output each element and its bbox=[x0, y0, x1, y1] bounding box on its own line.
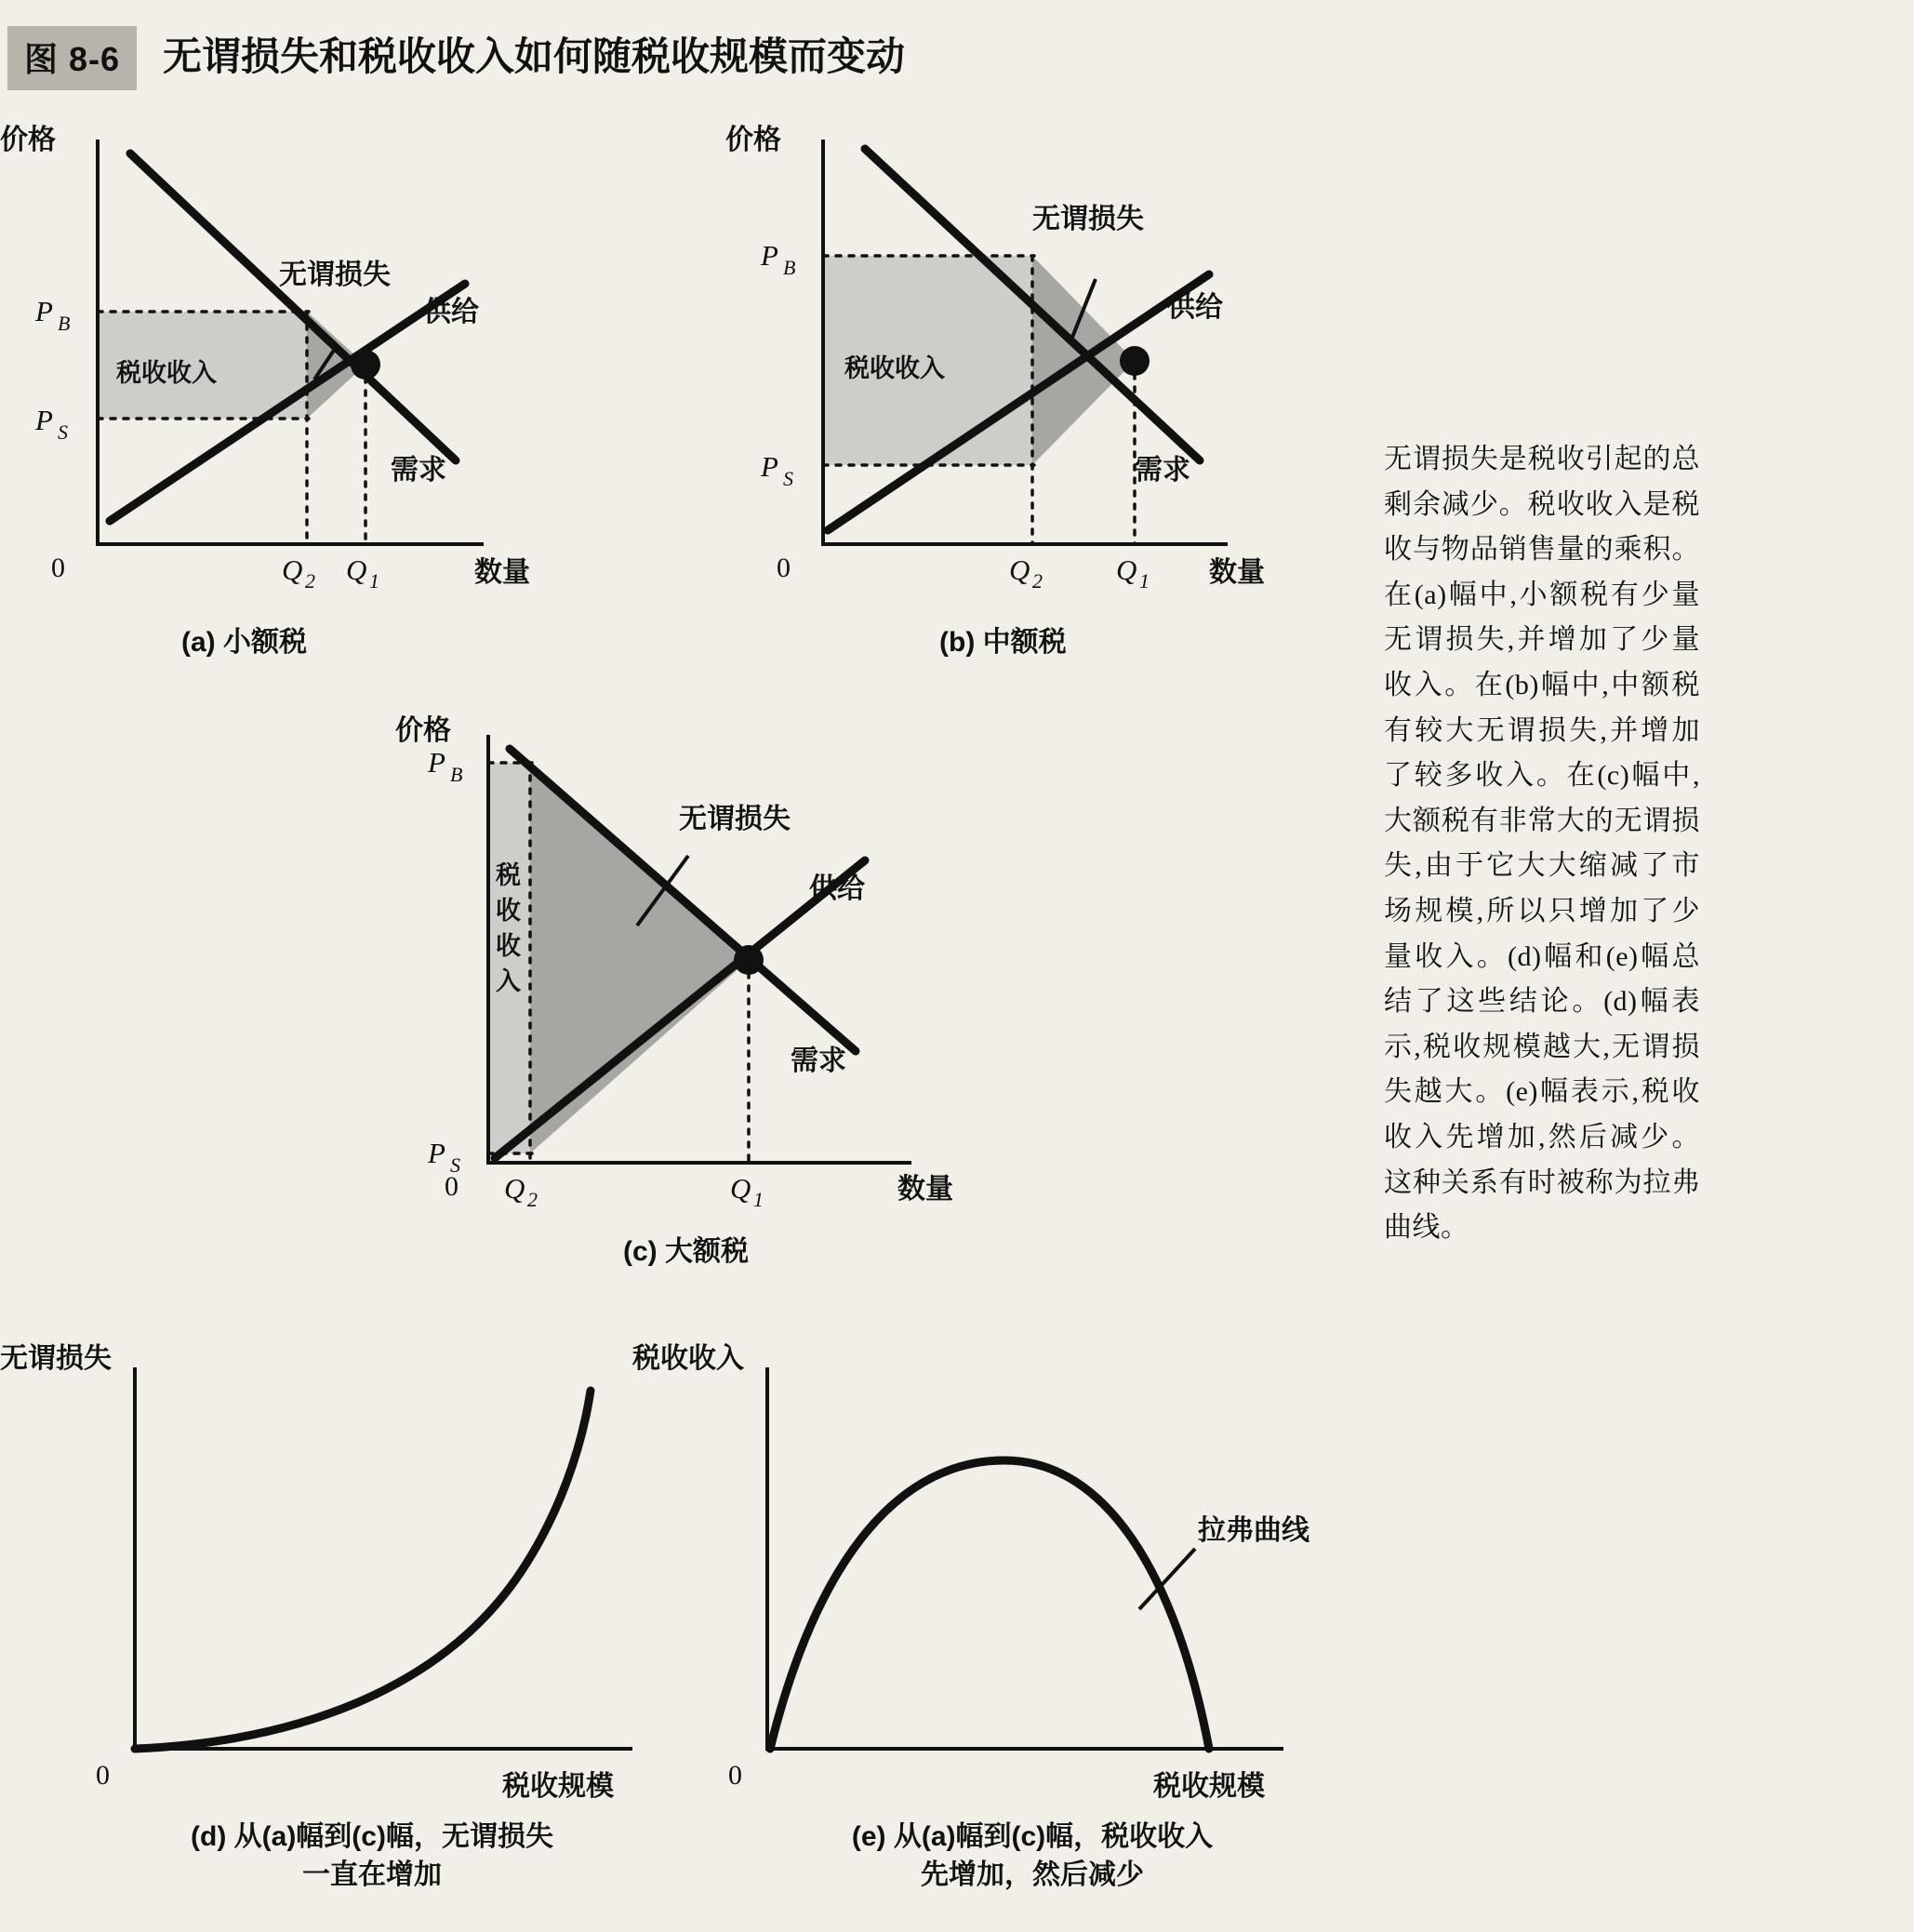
figure-header bbox=[0, 17, 1376, 82]
origin-label-c: 0 bbox=[445, 1171, 459, 1202]
figure-title: 无谓损失和税收收入如何随税收规模而变动 bbox=[163, 34, 906, 78]
demand-label-a: 需求 bbox=[391, 455, 446, 486]
q2-sub-a: 2 bbox=[305, 569, 315, 593]
q2-label-c: Q bbox=[504, 1172, 525, 1205]
y-axis-label-d: 无谓损失 bbox=[0, 1343, 112, 1374]
origin-label-e: 0 bbox=[728, 1760, 742, 1791]
panel-d-caption bbox=[130, 1819, 614, 1894]
supply-label-b: 供给 bbox=[1167, 292, 1223, 323]
equilibrium-point-a bbox=[351, 350, 380, 380]
panel-d-deadweight-loss bbox=[0, 1339, 670, 1805]
panel-b-medium-tax bbox=[725, 112, 1302, 658]
q2-sub-c: 2 bbox=[527, 1188, 538, 1211]
q1-label-a: Q bbox=[346, 553, 367, 586]
q1-sub-c: 1 bbox=[753, 1188, 764, 1211]
equilibrium-point-c bbox=[734, 945, 764, 975]
tax-revenue-label-b: 税收收入 bbox=[844, 354, 945, 382]
panel-e-chart bbox=[632, 1339, 1321, 1805]
tax-revenue-label-c: 税 收 收 入 bbox=[496, 861, 521, 995]
demand-label-c: 需求 bbox=[791, 1046, 846, 1076]
supply-label-a: 供给 bbox=[423, 297, 479, 327]
pb-label-b: P bbox=[761, 239, 778, 272]
x-axis-label-e: 税收规模 bbox=[1153, 1771, 1265, 1802]
panel-d-caption-line1: (d) 从(a)幅到(c)幅，无谓损失 bbox=[191, 1821, 553, 1852]
x-axis-label-d: 税收规模 bbox=[502, 1771, 614, 1802]
q2-sub-b: 2 bbox=[1032, 569, 1043, 593]
dwl-label-b: 无谓损失 bbox=[1032, 204, 1144, 234]
pb-sub-c: B bbox=[450, 763, 463, 786]
supply-label-c: 供给 bbox=[809, 873, 865, 904]
panel-a-caption: (a) 小额税 bbox=[181, 627, 307, 658]
figure-number-badge: 图 8-6 bbox=[7, 26, 137, 90]
panel-d-chart bbox=[0, 1339, 670, 1805]
q1-label-c: Q bbox=[730, 1172, 751, 1205]
panel-e-caption bbox=[772, 1819, 1293, 1894]
dwl-label-a: 无谓损失 bbox=[279, 260, 391, 290]
equilibrium-point-b bbox=[1120, 346, 1150, 376]
q1-sub-b: 1 bbox=[1139, 569, 1150, 593]
dwl-label-c: 无谓损失 bbox=[679, 804, 791, 834]
q1-sub-a: 1 bbox=[369, 569, 379, 593]
panel-b-caption: (b) 中额税 bbox=[939, 627, 1067, 658]
origin-label-d: 0 bbox=[96, 1760, 110, 1791]
ps-label-a: P bbox=[35, 404, 53, 436]
demand-label-b: 需求 bbox=[1135, 455, 1190, 486]
y-axis-label-c: 价格 bbox=[395, 715, 451, 746]
pb-label-c: P bbox=[428, 746, 445, 779]
x-axis-label-b: 数量 bbox=[1209, 557, 1265, 588]
pb-label-a: P bbox=[35, 295, 53, 327]
panel-a-chart bbox=[0, 112, 577, 633]
ps-sub-b: S bbox=[783, 467, 793, 490]
panel-c-chart bbox=[391, 707, 986, 1228]
y-axis-label-b: 价格 bbox=[725, 125, 781, 155]
dwl-curve-d bbox=[135, 1391, 591, 1749]
y-axis-label-e: 税收收入 bbox=[632, 1343, 744, 1374]
x-axis-label-a: 数量 bbox=[474, 557, 530, 588]
tax-revenue-label-a: 税收收入 bbox=[116, 359, 217, 387]
figure-body-text: 无谓损失是税收引起的总剩余减少。税收收入是税收与物品销售量的乘积。在(a)幅中,小额税有少量无谓损失,并增加了少量收入。在(b)幅中,中额税有较大无谓损失,并增加了较多收入。在(c)幅中,大额税有非常大的无谓损失,由于它大大缩减了市场规模,所以只增加了少量收入。(d)幅和(e)幅总结了这些结论。(d)幅表示,税收规模越大,无谓损失越大。(e)幅表示,税收收入先增加,然后减少。这种关系有时被称为拉弗曲线。 bbox=[1384, 444, 1700, 1244]
ps-sub-c: S bbox=[450, 1153, 460, 1177]
panel-c-large-tax bbox=[391, 707, 986, 1267]
panel-e-laffer-curve bbox=[632, 1339, 1321, 1805]
ps-label-c: P bbox=[428, 1137, 445, 1169]
ps-sub-a: S bbox=[58, 420, 68, 444]
origin-label-a: 0 bbox=[51, 553, 65, 583]
ps-label-b: P bbox=[761, 450, 778, 483]
q2-label-b: Q bbox=[1009, 553, 1030, 586]
panel-c-caption: (c) 大额税 bbox=[623, 1236, 749, 1267]
q2-label-a: Q bbox=[282, 553, 303, 586]
q1-label-b: Q bbox=[1116, 553, 1137, 586]
panel-b-chart bbox=[725, 112, 1302, 633]
y-axis-label-a: 价格 bbox=[0, 125, 56, 155]
panel-e-caption-line1: (e) 从(a)幅到(c)幅，税收收入 bbox=[851, 1821, 1214, 1852]
pb-sub-b: B bbox=[783, 256, 796, 279]
pb-sub-a: B bbox=[58, 312, 71, 335]
origin-label-b: 0 bbox=[777, 553, 791, 583]
panel-e-caption-line2: 先增加，然后减少 bbox=[921, 1859, 1144, 1890]
x-axis-label-c: 数量 bbox=[897, 1174, 953, 1205]
laffer-label-e: 拉弗曲线 bbox=[1198, 1515, 1309, 1546]
panel-a-small-tax bbox=[0, 112, 577, 658]
panel-d-caption-line2: 一直在增加 bbox=[302, 1859, 442, 1890]
